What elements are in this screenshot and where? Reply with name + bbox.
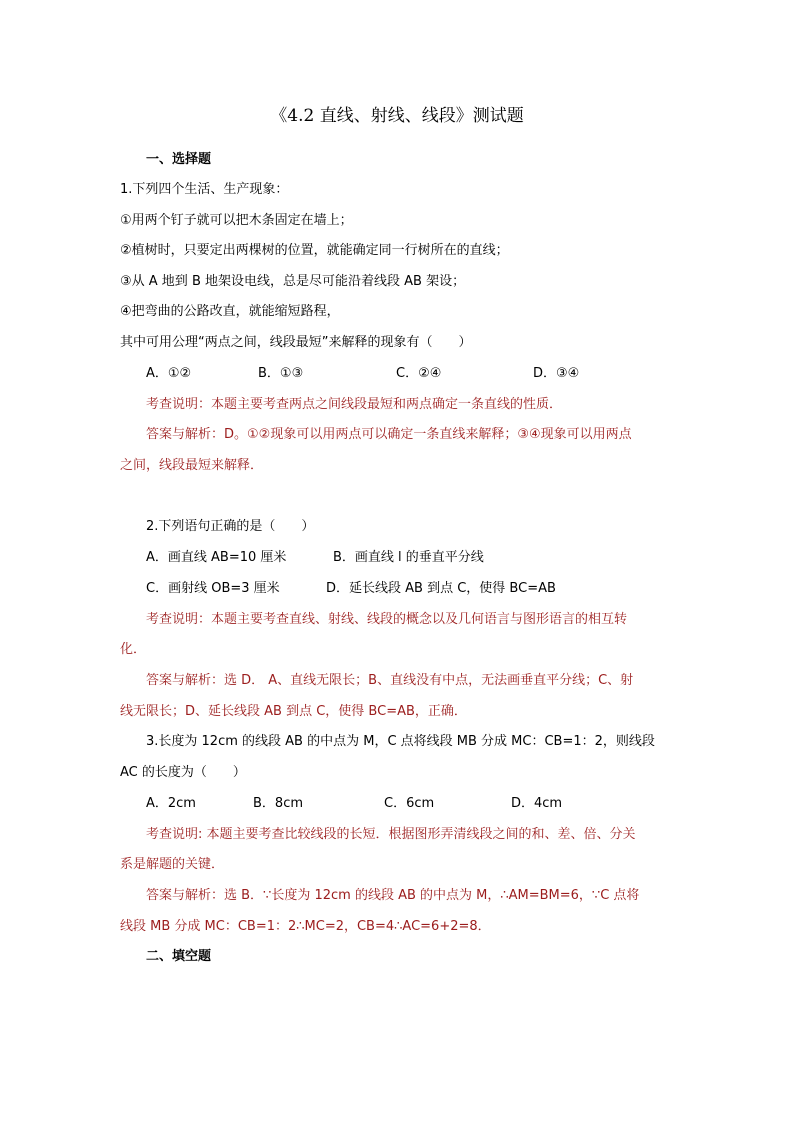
q1-question: 其中可用公理“两点之间，线段最短”来解释的现象有（ ） bbox=[120, 335, 472, 350]
q3-explanation-line-1: 考查说明: 本题主要考查比较线段的长短．根据图形弄清线段之间的和、差、倍、分关 bbox=[146, 827, 636, 842]
q1-stem: 1.下列四个生活、生产现象： bbox=[120, 182, 289, 197]
q3-option-d: D．4cm bbox=[511, 796, 563, 811]
q3-stem-line-1: 3.长度为 12cm 的线段 AB 的中点为 M，C 点将线段 MB 分成 MC：CB=1：2，则线段 bbox=[146, 734, 655, 749]
q1-answer-line-1: 答案与解析：D。①②现象可以用两点可以确定一条直线来解释；③④现象可以用两点 bbox=[146, 427, 632, 442]
q1-item-3: ③从 A 地到 B 地架设电线，总是尽可能沿着线段 AB 架设； bbox=[120, 274, 466, 289]
q2-option-c: C．画射线 OB=3 厘米 bbox=[146, 581, 280, 596]
section-heading-choice: 一、选择题 bbox=[146, 152, 212, 167]
q2-explanation-line-2: 化． bbox=[120, 642, 147, 657]
q2-option-b: B．画直线 l 的垂直平分线 bbox=[333, 550, 484, 565]
q1-item-1: ①用两个钉子就可以把木条固定在墙上； bbox=[120, 213, 353, 228]
q3-option-a: A．2cm bbox=[146, 796, 196, 811]
q2-option-a: A．画直线 AB=10 厘米 bbox=[146, 550, 287, 565]
q1-item-2: ②植树时，只要定出两棵树的位置，就能确定同一行树所在的直线； bbox=[120, 243, 509, 258]
q1-option-b: B．①③ bbox=[258, 366, 304, 381]
q1-item-4: ④把弯曲的公路改直，就能缩短路程， bbox=[120, 304, 340, 319]
q1-option-d: D．③④ bbox=[533, 366, 580, 381]
section-heading-fill-in: 二、填空题 bbox=[146, 949, 212, 964]
q1-answer-line-2: 之间，线段最短来解释． bbox=[120, 458, 264, 473]
q1-option-c: C．②④ bbox=[396, 366, 442, 381]
q3-option-b: B．8cm bbox=[253, 796, 304, 811]
q3-answer-line-1: 答案与解析：选 B．∵长度为 12cm 的线段 AB 的中点为 M，∴AM=BM=6，∵C 点将 bbox=[146, 888, 640, 903]
q2-explanation-line-1: 考查说明：本题主要考查直线、射线、线段的概念以及几何语言与图形语言的相互转 bbox=[146, 612, 628, 627]
q1-explanation: 考查说明：本题主要考查两点之间线段最短和两点确定一条直线的性质． bbox=[146, 397, 563, 412]
page-title: 《4.2 直线、射线、线段》测试题 bbox=[270, 106, 524, 126]
q2-answer-line-2: 线无限长；D、延长线段 AB 到点 C，使得 BC=AB，正确． bbox=[120, 704, 467, 719]
q2-stem: 2.下列语句正确的是（ ） bbox=[146, 519, 315, 534]
q2-answer-line-1: 答案与解析：选 D． A、直线无限长；B、直线没有中点，无法画垂直平分线；C、射 bbox=[146, 673, 634, 688]
q3-explanation-line-2: 系是解题的关键． bbox=[120, 857, 225, 872]
q3-answer-line-2: 线段 MB 分成 MC：CB=1：2∴MC=2，CB=4∴AC=6+2=8． bbox=[120, 919, 491, 934]
q3-stem-line-2: AC 的长度为（ ） bbox=[120, 765, 246, 780]
q1-option-a: A．①② bbox=[146, 366, 192, 381]
q2-option-d: D．延长线段 AB 到点 C，使得 BC=AB bbox=[326, 581, 556, 596]
q3-option-c: C．6cm bbox=[384, 796, 435, 811]
